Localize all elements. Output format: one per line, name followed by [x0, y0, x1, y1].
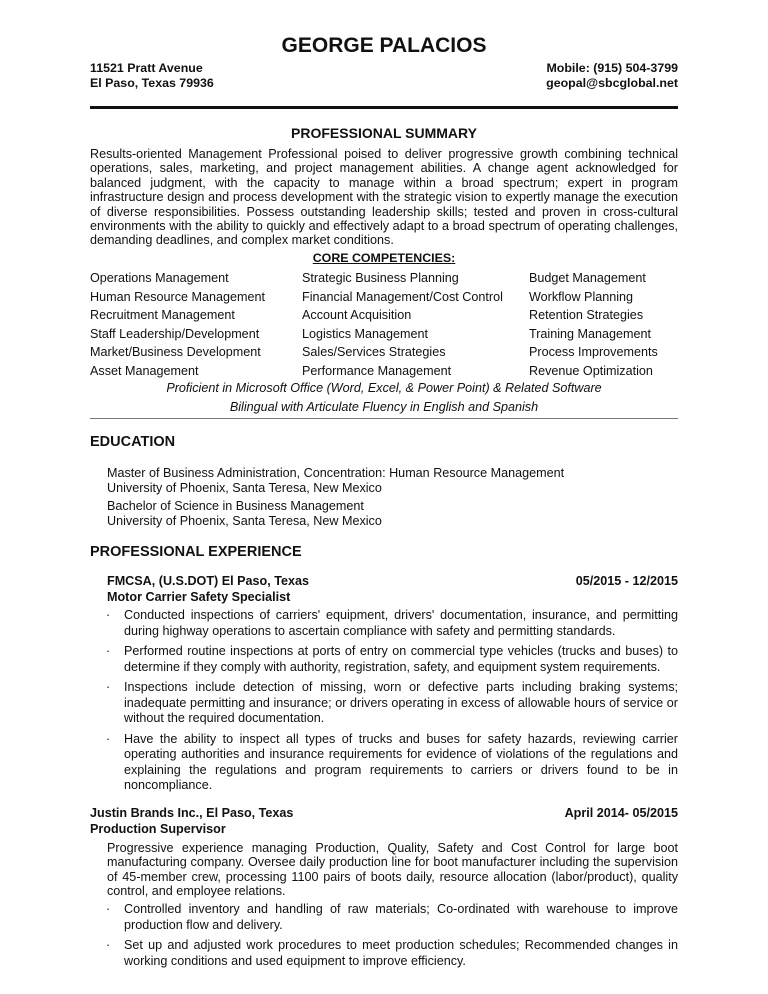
job-dates: April 2014- 05/2015: [564, 806, 678, 820]
competency-item: Workflow Planning: [529, 289, 634, 304]
competency-item: Retention Strategies: [529, 308, 644, 322]
experience-heading: PROFESSIONAL EXPERIENCE: [90, 544, 302, 560]
education-entry: [107, 466, 678, 496]
competency-item: Financial Management/Cost Control: [302, 289, 503, 304]
competency-item: Budget Management: [529, 271, 646, 285]
address-line-2: El Paso, Texas 79936: [90, 75, 214, 90]
job-dates: 05/2015 - 12/2015: [575, 574, 678, 588]
school: University of Phoenix, Santa Teresa, New Mexico: [107, 514, 382, 528]
job-title: Motor Carrier Safety Specialist: [107, 589, 291, 604]
competency-item: Revenue Optimization: [529, 363, 653, 378]
language-skills: Bilingual with Articulate Fluency in English and Spanish: [229, 400, 539, 414]
competencies-heading: [90, 251, 678, 265]
competency-item: Account Acquisition: [302, 308, 412, 322]
bullet: · Inspections include detection of missing, worn or defective parts including braking systems; inadequate permitting and insurance; or drivers operating in excess of allowable hours of service or without the required documentation.: [90, 680, 678, 727]
competency-item: Sales/Services Strategies: [302, 345, 446, 359]
competency-item: Recruitment Management: [90, 308, 235, 322]
job-bullets: [90, 608, 678, 799]
job-summary: Progressive experience managing Production, Quality, Safety and Cost Control for large boot manufacturing company. Oversee daily production line for boot manufacturer including the supervision of 45-member crew, processing 1100 pairs of boots daily, resource allocation (labor/product), quality control, and employee relations.: [107, 841, 678, 899]
employer: FMCSA, (U.S.DOT) El Paso, Texas: [107, 574, 310, 588]
degree: Bachelor of Science in Business Management: [107, 499, 364, 513]
header-divider: [90, 106, 678, 109]
bullet: · Controlled inventory and handling of raw materials; Co-ordinated with warehouse to improve production flow and delivery.: [90, 902, 678, 933]
competency-item: Training Management: [529, 326, 652, 341]
job-header: [107, 574, 678, 605]
education-entry: [107, 499, 678, 529]
competency-item: Strategic Business Planning: [302, 271, 459, 285]
school: University of Phoenix, Santa Teresa, New Mexico: [107, 481, 382, 495]
summary-heading: PROFESSIONAL SUMMARY: [291, 125, 477, 141]
competencies-grid: [90, 269, 678, 380]
competency-item: Human Resource Management: [90, 289, 266, 304]
software-skills: Proficient in Microsoft Office (Word, Excel, & Power Point) & Related Software: [166, 381, 602, 395]
section-divider: [90, 418, 678, 419]
degree: Master of Business Administration, Concentration: Human Resource Management: [107, 466, 565, 480]
candidate-name: GEORGE PALACIOS: [281, 34, 487, 57]
competency-item: Logistics Management: [302, 326, 429, 341]
competency-item: Asset Management: [90, 363, 199, 378]
education-heading: EDUCATION: [90, 434, 176, 450]
job-title: Production Supervisor: [90, 821, 226, 836]
address-line-1: 11521 Pratt Avenue: [90, 61, 203, 75]
summary-text: Results-oriented Management Professional poised to deliver progressive growth combining technical operations, sales, marketing, and project management abilities. A change agent acknowledged for balanced judgment, with the capacity to manage within a broad spectrum; expert in program infrastructure design and process development with the strategic vision to expertly manage the execution of diverse responsibilities. Possess outstanding leadership skills; tested and proven in cross-cultural environments with the ability to quickly and effectively adapt to a broad spectrum of operating challenges, demanding deadlines, and complex market conditions.: [90, 147, 678, 248]
job-bullets: [90, 902, 678, 974]
competency-item: Performance Management: [302, 363, 452, 378]
competency-item: Process Improvements: [529, 345, 658, 359]
phone: Mobile: (915) 504-3799: [546, 61, 678, 75]
bullet: · Set up and adjusted work procedures to meet production schedules; Recommended changes in working conditions and used equipment to improve efficiency.: [90, 938, 678, 969]
bullet: · Conducted inspections of carriers' equipment, drivers' documentation, insurance, and permitting during highway operations to ascertain compliance with safety and permitting standards.: [90, 608, 678, 639]
contact-block: [90, 61, 678, 90]
bullet: · Performed routine inspections at ports of entry on commercial type vehicles (trucks and buses) to determine if they comply with authority, registration, safety, and equipment system requirements.: [90, 644, 678, 675]
bullet: · Have the ability to inspect all types of trucks and buses for safety hazards, reviewing carrier operating authorities and insurance requirements for evidence of violations of the regulations and explaining the regulations and program requirements to carriers or drivers found to be in noncompliance.: [90, 732, 678, 794]
competencies-title: CORE COMPETENCIES: [312, 251, 452, 265]
competencies-colon: :: [451, 251, 456, 265]
competency-item: Operations Management: [90, 271, 229, 285]
competency-item: Staff Leadership/Development: [90, 326, 260, 341]
employer: Justin Brands Inc., El Paso, Texas: [90, 806, 294, 820]
email: geopal@sbcglobal.net: [546, 75, 678, 90]
job-header: [90, 806, 678, 837]
competency-item: Market/Business Development: [90, 345, 261, 359]
